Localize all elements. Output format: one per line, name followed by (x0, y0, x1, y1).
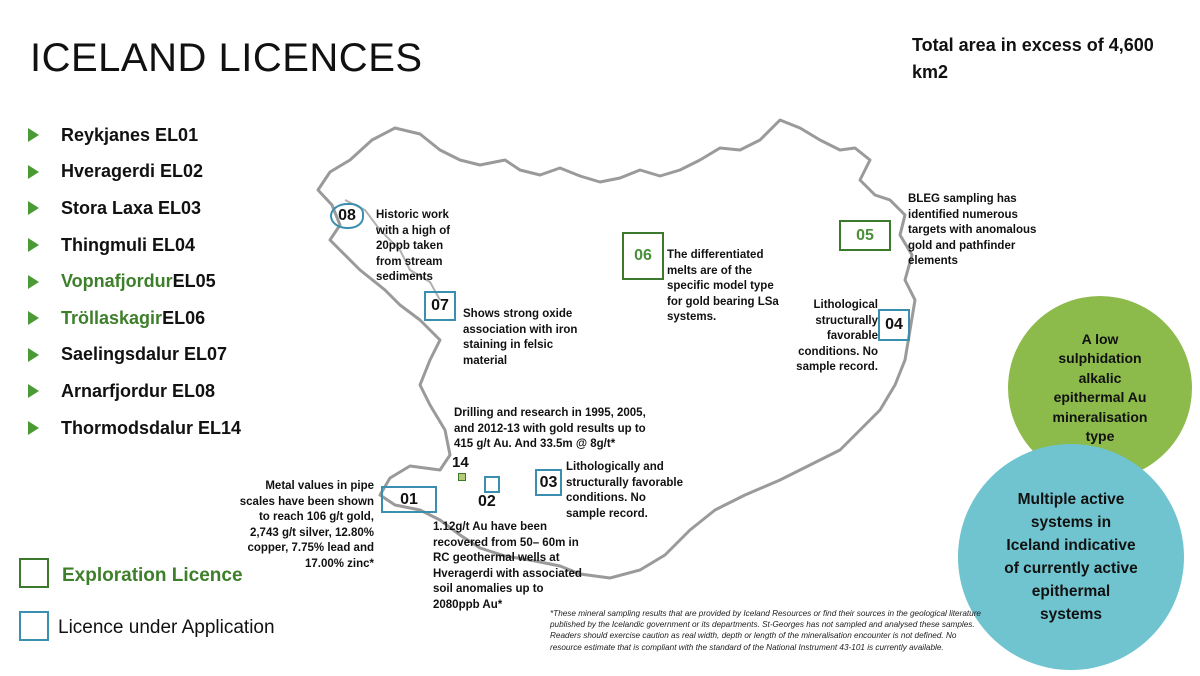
licence-item: Reykjanes EL01 (28, 117, 241, 154)
circle-active-systems-text: Multiple active systems in Iceland indicative of currently active epithermal systems (1004, 491, 1138, 623)
marker-14-box (458, 473, 466, 481)
note-06: The differentiated melts are of the specific model type for gold bearing LSa systems. (667, 249, 779, 323)
marker-08: 08 (330, 203, 364, 229)
note-03: Lithologically and structurally favorable conditions. No sample record. (566, 461, 683, 520)
licence-list (28, 117, 241, 446)
marker-01: 01 (381, 486, 437, 513)
bullet-triangle-icon (28, 128, 39, 142)
note-02: 1.12g/t Au have been recovered from 50– 60m in RC geothermal wells at Hveragerdi with associated soil anomalies up to 2080ppb Au* (433, 521, 582, 611)
note-04: Lithological structurally favorable conditions. No sample record. (796, 299, 878, 373)
licence-item: Stora Laxa EL03 (28, 190, 241, 227)
legend-exploration-label: Exploration Licence (62, 565, 243, 586)
bullet-triangle-icon (28, 165, 39, 179)
bullet-triangle-icon (28, 348, 39, 362)
note-14: Drilling and research in 1995, 2005, and 2012-13 with gold results up to 415 g/t Au. And 33.5m @ 8g/t* (454, 407, 646, 450)
bullet-triangle-icon (28, 311, 39, 325)
total-area-label: Total area in excess of 4,600 km2 (912, 35, 1154, 82)
disclaimer-text: *These mineral sampling results that are provided by Iceland Resources or find their sources in the geological literature published by the Icelandic government or its departments. St-Georges has not sampled and analysed these samples. Readers should exercise caution as real width, depth or length of the mineralisation encounter is not defined. No resource estimate that is compliant with the standard of the National Instrument 43-101 is currently available. (550, 609, 981, 652)
licence-item: Thingmuli EL04 (28, 227, 241, 264)
legend-application-swatch (19, 611, 49, 641)
note-05: BLEG sampling has identified numerous targets with anomalous gold and pathfinder elements (908, 193, 1037, 267)
licence-item: Arnarfjordur EL08 (28, 373, 241, 410)
marker-07: 07 (424, 291, 456, 321)
note-08: Historic work with a high of 20ppb taken from stream sediments (376, 209, 451, 283)
marker-02-label: 02 (478, 493, 496, 510)
licence-item: Hveragerdi EL02 (28, 154, 241, 191)
licence-item: Vopnafjordur EL05 (28, 263, 241, 300)
note-07: Shows strong oxide association with iron staining in felsic material (463, 308, 578, 367)
page-title: ICELAND LICENCES (30, 36, 423, 80)
marker-04: 04 (878, 309, 910, 341)
marker-05: 05 (839, 220, 891, 251)
marker-14-label: 14 (452, 454, 469, 471)
bullet-triangle-icon (28, 201, 39, 215)
licence-item: Thormodsdalur EL14 (28, 410, 241, 447)
marker-06: 06 (622, 232, 664, 280)
licence-item: Tröllaskagir EL06 (28, 300, 241, 337)
bullet-triangle-icon (28, 421, 39, 435)
bullet-triangle-icon (28, 238, 39, 252)
bullet-triangle-icon (28, 275, 39, 289)
marker-02-box (484, 476, 500, 493)
licence-item: Saelingsdalur EL07 (28, 337, 241, 374)
bullet-triangle-icon (28, 384, 39, 398)
legend-exploration-swatch (19, 558, 49, 588)
note-01: Metal values in pipe scales have been shown to reach 106 g/t gold, 2,743 g/t silver, 12.80% copper, 7.75% lead and 17.00% zinc* (239, 480, 374, 570)
legend-application-label: Licence under Application (58, 617, 275, 638)
marker-03: 03 (535, 469, 562, 496)
circle-active-systems (958, 444, 1184, 670)
circle-low-sulphidation-text: A low sulphidation alkalic epithermal Au mineralisation type (1052, 330, 1148, 444)
